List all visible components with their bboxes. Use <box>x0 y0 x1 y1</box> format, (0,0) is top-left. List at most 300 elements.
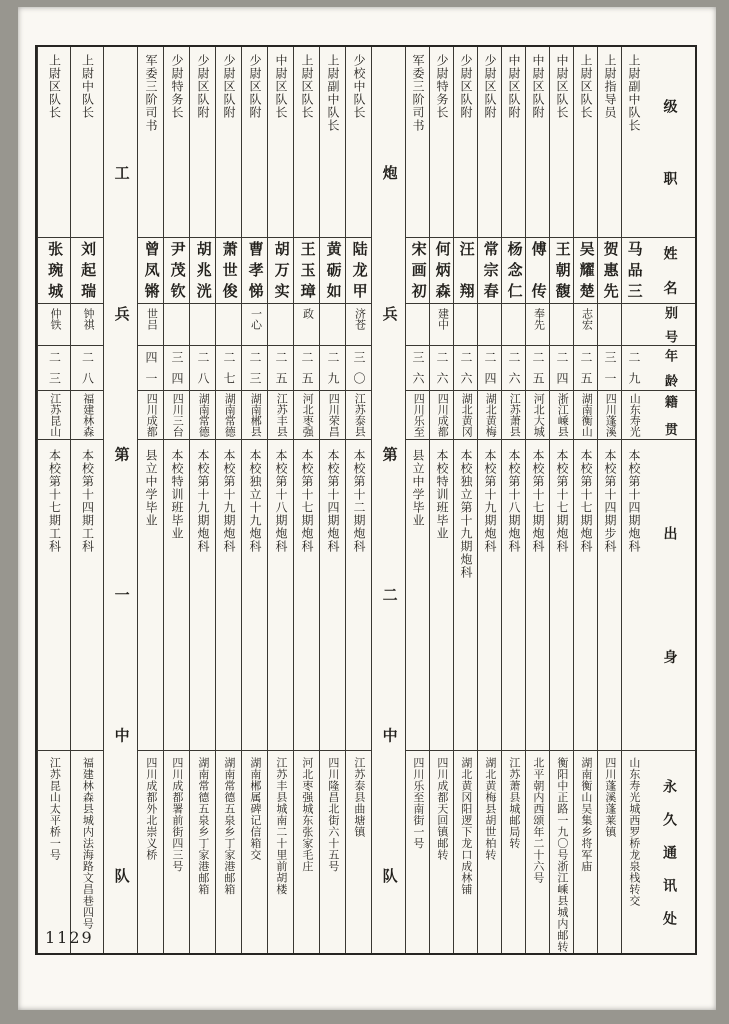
address-text: 湖南衡山吴集乡将军庙 <box>579 756 592 872</box>
page-number: 1129 <box>45 928 94 947</box>
name-text: 常宗春 <box>481 241 499 300</box>
origin-text: 本校第十九期炮科 <box>195 449 210 554</box>
address-cell <box>430 751 453 953</box>
age-text: 三六 <box>410 350 425 385</box>
name-text: 何炳森 <box>433 241 451 300</box>
name-text: 萧世俊 <box>220 241 238 300</box>
person-column <box>189 47 215 953</box>
alias-cell <box>164 304 189 346</box>
rank-text: 中尉区队长 <box>554 54 569 119</box>
age-text: 二六 <box>506 350 521 385</box>
origin-text: 本校第十七期炮科 <box>578 449 593 554</box>
name-text: 张琬城 <box>46 241 64 300</box>
origin-cell <box>294 440 319 751</box>
origin-text: 本校第十四期工科 <box>80 449 95 554</box>
address-cell <box>346 751 371 953</box>
alias-cell <box>430 304 453 346</box>
name-cell <box>71 238 103 304</box>
address-cell <box>622 751 645 953</box>
native-cell <box>190 391 215 441</box>
origin-text: 县立中学毕业 <box>143 449 158 528</box>
native-cell <box>478 391 501 441</box>
person-column <box>549 47 573 953</box>
age-text: 三四 <box>169 350 184 385</box>
rank-cell <box>622 47 645 238</box>
origin-cell <box>550 440 573 751</box>
native-cell <box>216 391 241 441</box>
header-native-cell <box>645 391 695 441</box>
native-cell <box>71 391 103 441</box>
rank-cell <box>242 47 267 238</box>
origin-cell <box>320 440 345 751</box>
native-text: 湖南常德 <box>197 392 210 437</box>
header-native-label: 籍贯 <box>662 394 678 436</box>
address-text: 四川乐至南街一号 <box>411 756 424 849</box>
rank-cell <box>406 47 429 238</box>
name-cell <box>526 238 549 304</box>
address-text: 福建林森县城内法海路文昌巷四号 <box>81 756 94 930</box>
native-text: 江苏丰县 <box>275 392 288 437</box>
person-column <box>501 47 525 953</box>
address-text: 四川成都署前街四三号 <box>170 756 183 872</box>
address-text: 山东寿光城西罗桥龙泉栈转交 <box>627 756 640 907</box>
origin-cell <box>598 440 621 751</box>
address-text: 四川蓬溪蓬莱镇 <box>603 756 616 838</box>
section-title-cell <box>104 47 137 953</box>
origin-text: 本校独立十九炮科 <box>247 449 262 554</box>
age-cell <box>190 346 215 391</box>
name-text: 吴耀楚 <box>577 241 595 300</box>
alias-text: 奉先 <box>532 307 545 330</box>
rank-text: 少校中队长 <box>351 54 366 119</box>
alias-cell <box>320 304 345 346</box>
origin-cell <box>574 440 597 751</box>
age-cell <box>550 346 573 391</box>
alias-text: 志宏 <box>580 307 593 330</box>
person-column <box>137 47 163 953</box>
rank-text: 上尉区队长 <box>47 54 62 119</box>
rank-text: 少尉区队附 <box>247 54 262 119</box>
origin-text: 本校第十七期工科 <box>47 449 62 554</box>
address-cell <box>320 751 345 953</box>
age-text: 二九 <box>626 350 641 385</box>
name-text: 王玉璋 <box>298 241 316 300</box>
native-text: 浙江嵊县 <box>556 392 569 437</box>
alias-cell <box>406 304 429 346</box>
name-cell <box>574 238 597 304</box>
rank-cell <box>346 47 371 238</box>
person-column <box>37 47 70 953</box>
header-age-label: 年龄 <box>663 348 679 387</box>
name-text: 陆龙甲 <box>350 241 368 300</box>
origin-text: 本校第十九期炮科 <box>221 449 236 554</box>
roster-table <box>35 45 697 955</box>
native-cell <box>598 391 621 441</box>
age-cell <box>216 346 241 391</box>
person-column <box>453 47 477 953</box>
age-text: 四一 <box>143 350 158 385</box>
native-text: 福建林森 <box>81 392 94 437</box>
origin-text: 本校特训班毕业 <box>434 449 449 541</box>
origin-cell <box>478 440 501 751</box>
address-cell <box>454 751 477 953</box>
name-cell <box>622 238 645 304</box>
rank-cell <box>550 47 573 238</box>
native-cell <box>294 391 319 441</box>
name-cell <box>430 238 453 304</box>
native-text: 四川三台 <box>171 392 184 437</box>
native-cell <box>574 391 597 441</box>
rank-cell <box>38 47 70 238</box>
person-column <box>345 47 371 953</box>
age-cell <box>478 346 501 391</box>
native-text: 四川荣昌 <box>327 392 340 437</box>
person-column <box>70 47 103 953</box>
origin-cell <box>502 440 525 751</box>
alias-cell <box>454 304 477 346</box>
alias-text: 一心 <box>249 307 262 330</box>
name-cell <box>242 238 267 304</box>
person-column <box>621 47 645 953</box>
address-text: 江苏昆山太平桥一号 <box>48 756 61 861</box>
alias-text: 钟祺 <box>81 307 94 330</box>
rank-cell <box>164 47 189 238</box>
origin-cell <box>190 440 215 751</box>
header-address-label: 永久通讯处 <box>662 778 679 926</box>
origin-cell <box>454 440 477 751</box>
origin-cell <box>346 440 371 751</box>
native-text: 四川成都 <box>436 392 449 437</box>
age-text: 二八 <box>80 350 95 385</box>
address-cell <box>164 751 189 953</box>
age-text: 二五 <box>273 350 288 385</box>
name-cell <box>164 238 189 304</box>
address-cell <box>502 751 525 953</box>
alias-text: 政 <box>301 307 314 319</box>
age-cell <box>526 346 549 391</box>
native-text: 江苏泰县 <box>353 392 366 437</box>
section-divider <box>103 47 137 953</box>
alias-text: 济苍 <box>353 307 366 330</box>
rank-text: 中尉区队附 <box>506 54 521 119</box>
origin-cell <box>622 440 645 751</box>
header-column <box>645 47 695 953</box>
rank-cell <box>430 47 453 238</box>
origin-text: 本校第十四期炮科 <box>626 449 641 554</box>
person-column <box>293 47 319 953</box>
address-cell <box>550 751 573 953</box>
address-text: 湖南郴属碑记信箱交 <box>248 756 261 861</box>
name-cell <box>320 238 345 304</box>
person-column <box>573 47 597 953</box>
name-text: 汪翔 <box>457 241 475 300</box>
origin-text: 本校第十九期炮科 <box>482 449 497 554</box>
name-text: 刘起瑞 <box>79 241 97 300</box>
native-text: 湖南郴县 <box>249 392 262 437</box>
native-text: 江苏昆山 <box>48 392 61 437</box>
name-cell <box>478 238 501 304</box>
name-cell <box>138 238 163 304</box>
rank-text: 少尉特务长 <box>169 54 184 119</box>
native-cell <box>164 391 189 441</box>
alias-cell <box>268 304 293 346</box>
address-text: 四川成都天回镇邮转 <box>435 756 448 861</box>
address-text: 四川成都外北崇义桥 <box>144 756 157 861</box>
age-text: 二五 <box>530 350 545 385</box>
header-age-cell <box>645 346 695 391</box>
native-cell <box>622 391 645 441</box>
name-text: 尹茂钦 <box>168 241 186 300</box>
age-cell <box>430 346 453 391</box>
age-text: 二六 <box>458 350 473 385</box>
age-text: 二七 <box>221 350 236 385</box>
native-text: 四川蓬溪 <box>604 392 617 437</box>
alias-cell <box>622 304 645 346</box>
alias-cell <box>38 304 70 346</box>
age-text: 二八 <box>195 350 210 385</box>
name-cell <box>294 238 319 304</box>
header-alias-label: 别号 <box>663 305 679 343</box>
age-text: 二三 <box>247 350 262 385</box>
rank-text: 少尉区队附 <box>195 54 210 119</box>
address-cell <box>38 751 70 953</box>
rank-cell <box>320 47 345 238</box>
age-text: 二五 <box>578 350 593 385</box>
address-text: 湖南常德五泉乡丁家港邮箱 <box>196 756 209 895</box>
person-column <box>267 47 293 953</box>
origin-text: 本校第十八期炮科 <box>273 449 288 554</box>
section-title-text: 炮兵第二中队 <box>380 165 398 883</box>
rank-text: 少尉特务长 <box>434 54 449 119</box>
alias-cell <box>216 304 241 346</box>
name-text: 曹孝悌 <box>246 241 264 300</box>
alias-cell <box>478 304 501 346</box>
address-cell <box>268 751 293 953</box>
origin-text: 本校第十八期炮科 <box>506 449 521 554</box>
age-cell <box>38 346 70 391</box>
address-cell <box>216 751 241 953</box>
age-cell <box>268 346 293 391</box>
native-text: 湖北黄冈 <box>460 392 473 437</box>
origin-text: 本校第十二期炮科 <box>351 449 366 554</box>
name-cell <box>268 238 293 304</box>
name-text: 王朝馥 <box>553 241 571 300</box>
native-cell <box>242 391 267 441</box>
person-column <box>477 47 501 953</box>
alias-cell <box>526 304 549 346</box>
rank-cell <box>190 47 215 238</box>
person-column <box>163 47 189 953</box>
address-cell <box>294 751 319 953</box>
alias-text: 世吕 <box>145 307 158 330</box>
origin-text: 本校第十四期步科 <box>602 449 617 554</box>
origin-text: 本校第十四期炮科 <box>325 449 340 554</box>
address-cell <box>406 751 429 953</box>
native-cell <box>138 391 163 441</box>
rank-cell <box>478 47 501 238</box>
alias-cell <box>190 304 215 346</box>
origin-text: 本校独立第十九期炮科 <box>458 449 473 580</box>
header-name-label: 姓名 <box>662 246 679 295</box>
rank-cell <box>216 47 241 238</box>
rank-text: 上尉区队长 <box>299 54 314 119</box>
age-text: 二五 <box>299 350 314 385</box>
native-cell <box>346 391 371 441</box>
age-cell <box>598 346 621 391</box>
address-cell <box>242 751 267 953</box>
person-column <box>525 47 549 953</box>
native-cell <box>268 391 293 441</box>
age-text: 二四 <box>482 350 497 385</box>
rank-text: 上尉指导员 <box>602 54 617 119</box>
age-cell <box>320 346 345 391</box>
person-column <box>215 47 241 953</box>
native-text: 四川成都 <box>145 392 158 437</box>
rank-cell <box>502 47 525 238</box>
age-cell <box>502 346 525 391</box>
age-text: 三〇 <box>351 350 366 385</box>
address-text: 江苏萧县城邮局转 <box>507 756 520 849</box>
origin-text: 本校第十七期炮科 <box>530 449 545 554</box>
name-cell <box>190 238 215 304</box>
rank-text: 上尉副中队长 <box>626 54 641 132</box>
age-cell <box>294 346 319 391</box>
native-cell <box>430 391 453 441</box>
address-text: 衡阳中正路一九〇号浙江嵊县城内邮转 <box>555 756 568 953</box>
person-column <box>597 47 621 953</box>
address-text: 江苏丰县城南二十里前胡楼 <box>274 756 287 895</box>
alias-cell <box>138 304 163 346</box>
origin-text: 本校特训班毕业 <box>169 449 184 541</box>
name-cell <box>346 238 371 304</box>
name-text: 宋画初 <box>409 241 427 300</box>
name-cell <box>598 238 621 304</box>
address-text: 江苏泰县曲塘镇 <box>352 756 365 838</box>
section-title-cell <box>372 47 405 953</box>
scanned-page <box>18 7 716 1010</box>
origin-cell <box>242 440 267 751</box>
address-cell <box>598 751 621 953</box>
origin-cell <box>406 440 429 751</box>
alias-cell <box>346 304 371 346</box>
header-name-cell <box>645 238 695 304</box>
name-text: 胡万实 <box>272 241 290 300</box>
native-cell <box>38 391 70 441</box>
person-column <box>405 47 429 953</box>
name-text: 傅传 <box>529 241 547 300</box>
origin-cell <box>216 440 241 751</box>
section-divider <box>371 47 405 953</box>
native-text: 江苏萧县 <box>508 392 521 437</box>
origin-cell <box>164 440 189 751</box>
origin-cell <box>430 440 453 751</box>
address-text: 四川隆昌北街六十五号 <box>326 756 339 872</box>
address-cell <box>190 751 215 953</box>
header-address-cell <box>645 751 695 953</box>
age-text: 二四 <box>554 350 569 385</box>
rank-text: 中尉区队附 <box>530 54 545 119</box>
native-text: 湖南常德 <box>223 392 236 437</box>
alias-cell <box>502 304 525 346</box>
rank-cell <box>268 47 293 238</box>
native-cell <box>502 391 525 441</box>
native-cell <box>526 391 549 441</box>
address-text: 北平朝内西颂年二十六号 <box>531 756 544 884</box>
alias-cell <box>550 304 573 346</box>
name-text: 黄砺如 <box>324 241 342 300</box>
address-cell <box>71 751 103 953</box>
alias-text: 建中 <box>436 307 449 330</box>
age-text: 二六 <box>434 350 449 385</box>
person-column <box>241 47 267 953</box>
name-text: 曾凤锵 <box>142 241 160 300</box>
name-text: 杨念仁 <box>505 241 523 300</box>
native-text: 河北枣强 <box>301 392 314 437</box>
person-column <box>319 47 345 953</box>
name-cell <box>38 238 70 304</box>
header-alias-cell <box>645 304 695 346</box>
name-text: 马品三 <box>625 241 643 300</box>
rank-cell <box>526 47 549 238</box>
header-rank-cell <box>645 47 695 238</box>
age-cell <box>622 346 645 391</box>
age-cell <box>406 346 429 391</box>
alias-cell <box>71 304 103 346</box>
alias-text: 仲铁 <box>48 307 61 330</box>
origin-cell <box>268 440 293 751</box>
name-cell <box>406 238 429 304</box>
rank-cell <box>71 47 103 238</box>
alias-cell <box>242 304 267 346</box>
address-text: 湖北黄冈阳逻下龙口成林铺 <box>459 756 472 895</box>
person-column <box>429 47 453 953</box>
native-cell <box>320 391 345 441</box>
header-origin-label: 出身 <box>662 526 679 664</box>
rank-text: 中尉区队长 <box>273 54 288 119</box>
origin-text: 本校第十七期炮科 <box>299 449 314 554</box>
native-text: 湖北黄梅 <box>484 392 497 437</box>
name-text: 胡兆洸 <box>194 241 212 300</box>
native-text: 山东寿光 <box>628 392 641 437</box>
rank-text: 少尉区队附 <box>482 54 497 119</box>
rank-text: 少尉区队附 <box>458 54 473 119</box>
origin-cell <box>38 440 70 751</box>
rank-text: 上尉中队长 <box>80 54 95 119</box>
origin-cell <box>71 440 103 751</box>
address-text: 湖北黄梅县胡世柏转 <box>483 756 496 861</box>
name-cell <box>216 238 241 304</box>
native-text: 河北大城 <box>532 392 545 437</box>
native-cell <box>454 391 477 441</box>
native-text: 湖南衡山 <box>580 392 593 437</box>
rank-text: 上尉副中队长 <box>325 54 340 132</box>
name-cell <box>550 238 573 304</box>
age-cell <box>346 346 371 391</box>
rank-cell <box>294 47 319 238</box>
origin-cell <box>138 440 163 751</box>
name-text: 贺惠先 <box>601 241 619 300</box>
section-title-text: 工兵第一中队 <box>112 165 130 883</box>
rank-cell <box>574 47 597 238</box>
address-cell <box>526 751 549 953</box>
age-cell <box>138 346 163 391</box>
address-text: 河北枣强城东张家毛庄 <box>300 756 313 872</box>
age-cell <box>164 346 189 391</box>
address-text: 湖南常德五泉乡丁家港邮箱 <box>222 756 235 895</box>
header-origin-cell <box>645 440 695 751</box>
age-cell <box>71 346 103 391</box>
origin-text: 本校第十七期炮科 <box>554 449 569 554</box>
